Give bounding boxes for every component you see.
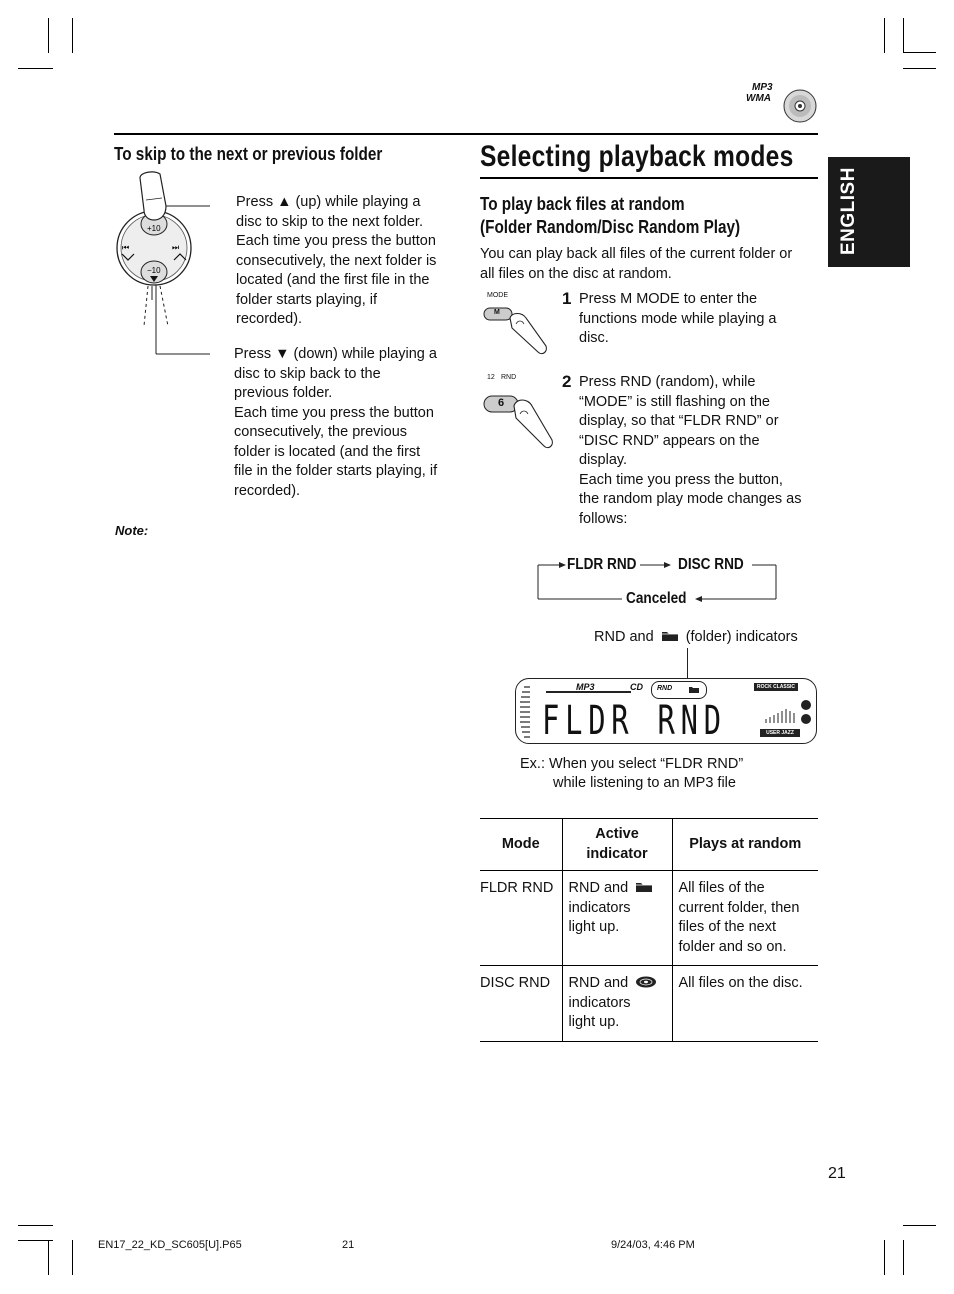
text-line: Each time you press the button: [236, 233, 436, 249]
svg-text:⏭: ⏭: [172, 243, 180, 252]
rnd-key-caption-number: 12: [487, 374, 495, 381]
subtitle-line: To play back files at random: [480, 194, 685, 214]
crop-mark: [903, 1240, 904, 1275]
cell-line: All files on the disc.: [678, 975, 803, 991]
step-1-text: [579, 290, 819, 349]
text-line: Press ▲ (up) while playing a: [236, 194, 421, 210]
text-line: Press RND (random), while: [579, 374, 756, 390]
text-line: “DISC RND” appears on the: [579, 432, 760, 449]
text-line: previous folder.: [234, 385, 333, 401]
crop-mark: [903, 52, 936, 53]
crop-mark: [48, 1240, 49, 1275]
text-line: Press ▼ (down) while playing a: [234, 346, 437, 362]
table-cell-indicator: [562, 966, 672, 1042]
header-line: indicator: [586, 845, 648, 862]
intro-text: [480, 245, 820, 284]
text-line: “MODE” is still flashing on the: [579, 393, 770, 410]
lcd-cd-indicator: CD: [630, 682, 643, 692]
footer-date: 9/24/03, 4:46 PM: [611, 1239, 695, 1251]
text-line: follows:: [579, 510, 628, 527]
text-line: You can play back all files of the current folder or: [480, 246, 793, 262]
text-line: display, so that “FLDR RND” or: [579, 413, 779, 429]
rnd-key-label: 6: [498, 397, 505, 409]
text-line: the random play mode changes as: [579, 491, 802, 507]
lcd-main-text: FLDR RND: [542, 698, 727, 744]
crop-mark: [48, 18, 49, 53]
language-tab: [828, 157, 910, 267]
finger-press-icon: [482, 302, 554, 358]
text-line: all files on the disc at random.: [480, 265, 672, 282]
cycle-canceled: Canceled: [626, 590, 687, 607]
table-cell-indicator: [562, 871, 672, 966]
svg-text:⏮: ⏮: [122, 243, 130, 252]
section-subtitle: [480, 193, 740, 239]
text-line: functions mode while playing a: [579, 310, 777, 327]
cell-line: files of the next: [678, 919, 777, 935]
rnd-key-caption: RND: [501, 374, 517, 381]
indicator-caption: [594, 628, 798, 648]
text-line: disc to skip back to the: [234, 365, 381, 382]
caption-pre: RND and: [594, 629, 654, 645]
lcd-display: [515, 678, 817, 744]
table-header-row: [480, 819, 818, 871]
table-header-plays: Plays at random: [672, 819, 818, 871]
header-line: Active: [595, 826, 639, 842]
cell-line: indicators: [568, 994, 631, 1011]
text-line: disc.: [579, 330, 609, 346]
crop-mark: [903, 68, 936, 69]
folder-icon: [661, 629, 679, 642]
table-cell-mode: FLDR RND: [480, 871, 562, 966]
text-line: Each time you press the button: [234, 404, 434, 421]
text-line: folder starts playing, if: [236, 291, 378, 308]
language-tab-label: ENGLISH: [838, 167, 859, 255]
mp3-wma-badge: [738, 82, 822, 126]
remote-control-illustration: [108, 170, 218, 360]
text-line: consecutively, the previous: [234, 424, 408, 440]
svg-text:−10: −10: [147, 266, 161, 275]
text-line: display.: [579, 452, 628, 468]
cell-line: current folder, then: [678, 899, 800, 916]
crop-mark: [18, 1225, 53, 1226]
subtitle-line: (Folder Random/Disc Random Play): [480, 217, 741, 237]
crop-mark: [903, 18, 904, 53]
cell-text: RND and: [568, 975, 629, 991]
crop-mark: [884, 1240, 885, 1275]
lcd-eq-graph-icon: [764, 699, 814, 725]
cell-line: light up.: [568, 1014, 620, 1030]
footer-filename: EN17_22_KD_SC605[U].P65: [98, 1239, 242, 1251]
rnd-button-illustration: [482, 372, 558, 452]
text-line: folder is located (and the first: [234, 443, 421, 460]
table-cell-plays: [672, 871, 818, 966]
text-line: recorded).: [234, 482, 301, 499]
cell-line: folder and so on.: [678, 938, 787, 955]
text-line: located (and the first file in the: [236, 272, 430, 288]
skip-up-instructions: [236, 193, 456, 330]
lcd-rnd-indicator: RND: [657, 685, 673, 692]
cell-text: RND and: [568, 880, 629, 896]
note-label: Note:: [115, 523, 149, 538]
crop-mark: [72, 18, 73, 53]
badge-mp3: MP3: [752, 82, 773, 93]
svg-text:+10: +10: [147, 224, 161, 233]
table-cell-mode: DISC RND: [480, 966, 562, 1042]
cell-line: [569, 974, 666, 994]
disc-icon: [635, 975, 657, 988]
table-row: [480, 966, 818, 1042]
text-line: recorded).: [236, 311, 303, 327]
lcd-eq-user-jazz: USER JAZZ: [760, 729, 800, 737]
crop-mark: [884, 18, 885, 53]
modes-table: [480, 819, 818, 1042]
text-line: consecutively, the next folder is: [236, 252, 437, 269]
table-header-mode: Mode: [480, 819, 562, 871]
mode-button-illustration: [482, 290, 554, 358]
cycle-fldr-rnd: FLDR RND: [567, 556, 637, 573]
crop-mark: [72, 1240, 73, 1275]
mode-key-caption: MODE: [487, 292, 508, 299]
crop-mark: [903, 1225, 936, 1226]
table-row: [480, 871, 818, 966]
text-line: Press M MODE to enter the: [579, 291, 758, 307]
cycle-disc-rnd: DISC RND: [678, 556, 744, 573]
table-cell-plays: [672, 966, 818, 1042]
crop-mark: [18, 68, 53, 69]
lcd-mp3-indicator: MP3: [576, 682, 595, 692]
table-header-active-indicator: [562, 819, 672, 871]
skip-down-instructions: [234, 345, 456, 501]
lcd-eq-rock-classic: ROCK CLASSIC: [754, 683, 798, 691]
mode-key-label: M: [494, 309, 500, 316]
cell-line: light up.: [568, 919, 620, 935]
text-line: file in the folder starts playing, if: [234, 463, 438, 479]
display-example-line2: while listening to an MP3 file: [553, 775, 736, 791]
cell-line: [569, 879, 666, 899]
modes-table-wrapper: [480, 818, 818, 1042]
step-2-text: [579, 373, 819, 529]
footer-page: 21: [342, 1239, 355, 1251]
level-meter-icon: [518, 683, 536, 741]
step-1-number: 1: [562, 289, 572, 308]
lcd-folder-icon: [688, 685, 700, 694]
title-rule: [480, 177, 818, 179]
badge-wma: WMA: [746, 93, 771, 104]
cell-line: indicators: [568, 899, 631, 916]
cell-line: All files of the: [678, 880, 765, 896]
caption-post: (folder) indicators: [685, 629, 798, 645]
left-heading: To skip to the next or previous folder: [114, 144, 383, 164]
text-line: disc to skip to the next folder.: [236, 213, 423, 230]
finger-press-icon: [482, 386, 558, 452]
page-title: Selecting playback modes: [480, 140, 794, 173]
step-2-number: 2: [562, 372, 572, 391]
top-rule: [114, 133, 818, 135]
page-number: 21: [828, 1165, 846, 1182]
display-example-line1: Ex.: When you select “FLDR RND”: [520, 756, 744, 772]
disc-icon: [782, 88, 818, 124]
folder-icon: [635, 880, 653, 893]
text-line: Each time you press the button,: [579, 471, 783, 488]
